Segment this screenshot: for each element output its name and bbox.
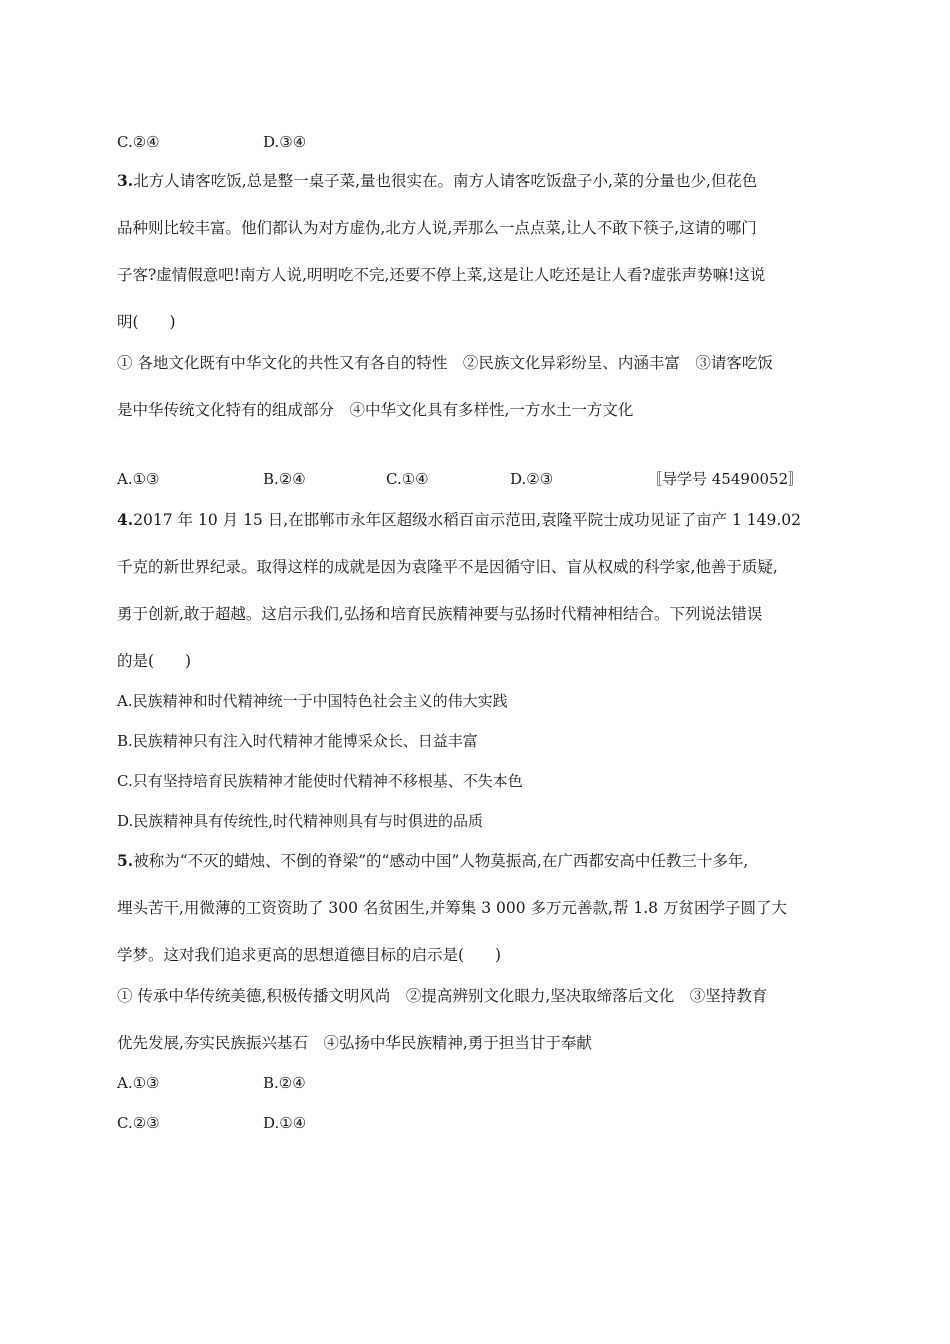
q4-stem-line-4: 的是( ) [117, 652, 192, 670]
q5-stem-line-1: 5.被称为“不灭的蜡烛、不倒的脊梁”的“感动中国”人物莫振高,在广西都安高中任教三十多年, [117, 851, 749, 870]
q3-statements-line-2: 是中华传统文化特有的组成部分 ④中华文化具有多样性,一方水土一方文化 [117, 401, 634, 419]
q3-stem-line-2: 品种则比较丰富。他们都认为对方虚伪,北方人说,弄那么一点点菜,让人不敢下筷子,这请的哪门 [117, 219, 757, 237]
q5-option-c: C.②③ [117, 1114, 160, 1132]
q3-stem-line-4: 明( ) [117, 313, 176, 331]
q5-option-b: B.②④ [263, 1074, 306, 1092]
q4-option-b: B.民族精神只有注入时代精神才能博采众长、日益丰富 [117, 732, 478, 750]
q3-option-d: D.②③ [510, 470, 554, 488]
q5-statements-line-1: ① 传承中华传统美德,积极传播文明风尚 ②提高辨别文化眼力,坚决取缔落后文化 ③坚持教育 [117, 987, 768, 1005]
q3-number: 3. [117, 171, 134, 190]
q4-stem-line-2: 千克的新世界纪录。取得这样的成就是因为袁隆平不是因循守旧、盲从权威的科学家,他善于质疑, [117, 558, 778, 576]
q3-stem-line-3: 子客?虚情假意吧!南方人说,明明吃不完,还要不停上菜,这是让人吃还是让人看?虚张声势嘛!这说 [117, 266, 766, 284]
q3-stem-line-1: 3.北方人请客吃饭,总是整一桌子菜,量也很实在。南方人请客吃饭盘子小,菜的分量也少,但花色 [117, 171, 758, 190]
q2-option-c: C.②④ [117, 133, 160, 151]
q4-stem-line-3: 勇于创新,敢于超越。这启示我们,弘扬和培育民族精神要与弘扬时代精神相结合。下列说法错误 [117, 605, 763, 623]
q5-number: 5. [117, 851, 134, 870]
q5-statements-line-2: 优先发展,夯实民族振兴基石 ④弘扬中华民族精神,勇于担当甘于奉献 [117, 1034, 592, 1052]
q5-option-a: A.①③ [117, 1074, 160, 1092]
q3-option-c: C.①④ [386, 470, 429, 488]
q4-number: 4. [117, 510, 134, 529]
q5-option-d: D.①④ [263, 1114, 307, 1132]
q2-option-d: D.③④ [263, 133, 307, 151]
q3-option-b: B.②④ [263, 470, 306, 488]
q4-option-d: D.民族精神具有传统性,时代精神则具有与时俱进的品质 [117, 812, 484, 830]
q5-stem-line-2: 埋头苦干,用微薄的工资资助了 300 名贫困生,并筹集 3 000 多万元善款,帮 1.8 万贫困学子圆了大 [117, 899, 787, 917]
q5-stem-line-3: 学梦。这对我们追求更高的思想道德目标的启示是( ) [117, 946, 502, 964]
q4-option-a: A.民族精神和时代精神统一于中国特色社会主义的伟大实践 [117, 692, 508, 710]
q4-option-c: C.只有坚持培育民族精神才能使时代精神不移根基、不失本色 [117, 772, 523, 790]
q3-statements-line-1: ① 各地文化既有中华文化的共性又有各自的特性 ②民族文化异彩纷呈、内涵丰富 ③请客吃饭 [117, 354, 773, 372]
q3-guide-number: 〚导学号 45490052〛 [647, 470, 804, 488]
q4-stem-line-1: 4.2017 年 10 月 15 日,在邯郸市永年区超级水稻百亩示范田,袁隆平院士成功见证了亩产 1 149.02 [117, 510, 802, 529]
q3-option-a: A.①③ [117, 470, 160, 488]
